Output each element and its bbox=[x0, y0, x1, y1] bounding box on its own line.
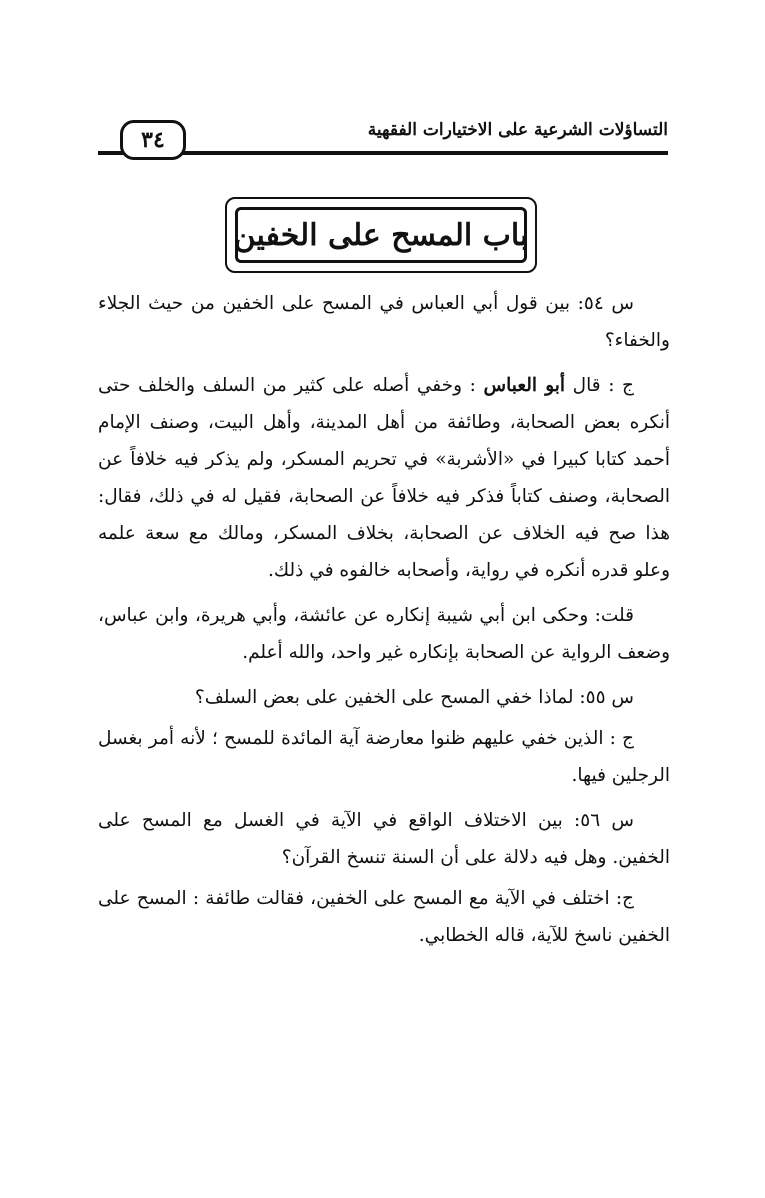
question-56: س ٥٦: بين الاختلاف الواقع في الآية في الغسل مع المسح على الخفين. وهل فيه دلالة على أن السنة تنسخ القرآن؟ bbox=[98, 810, 670, 868]
answer-56: ج: اختلف في الآية مع المسح على الخفين، فقالت طائفة : المسح على الخفين ناسخ للآية، قاله الخطابي. bbox=[98, 888, 670, 946]
answer-54-text: : وخفي أصله على كثير من السلف والخلف حتى أنكره بعض الصحابة، وطائفة من أهل المدينة، وأهل البيت، وصنف الإمام أحمد كتابا كبيرا في «الأشربة» في تحريم المسكر، ولم يذكر فيه خلافاً عن الصحابة، وصنف كتاباً فذكر فيه خلافاً عن الصحابة، فقيل له في ذلك، فقال: هذا صح فيه الخلاف عن الصحابة، بخلاف المسكر، ومالك مع سعة علمه وعلو قدره أنكره في رواية، وأصحابه خالفوه في ذلك. bbox=[98, 375, 670, 581]
answer-54 bbox=[98, 367, 670, 589]
question-55: س ٥٥: لماذا خفي المسح على الخفين على بعض السلف؟ bbox=[194, 687, 634, 708]
chapter-title: باب المسح على الخفين bbox=[233, 217, 529, 253]
answer-54-name: أبو العباس bbox=[483, 375, 566, 396]
commentary-54: قلت: وحكى ابن أبي شيبة إنكاره عن عائشة، وأبي هريرة، وابن عباس، وضعف الرواية عن الصحابة بإنكاره غير واحد، والله أعلم. bbox=[98, 605, 670, 663]
answer-54-prefix: ج : قال bbox=[565, 375, 634, 396]
page-number-box bbox=[120, 120, 186, 160]
running-header bbox=[98, 112, 668, 160]
question-54: س ٥٤: بين قول أبي العباس في المسح على الخفين من حيث الجلاء والخفاء؟ bbox=[98, 293, 670, 351]
body-text bbox=[98, 285, 670, 962]
book-title: التساؤلات الشرعية على الاختيارات الفقهية bbox=[367, 120, 668, 140]
chapter-heading-frame bbox=[225, 197, 537, 273]
chapter-heading-inner-frame bbox=[235, 207, 527, 263]
answer-55: ج : الذين خفي عليهم ظنوا معارضة آية المائدة للمسح ؛ لأنه أمر بغسل الرجلين فيها. bbox=[98, 728, 670, 786]
page-number: ٣٤ bbox=[141, 127, 165, 153]
